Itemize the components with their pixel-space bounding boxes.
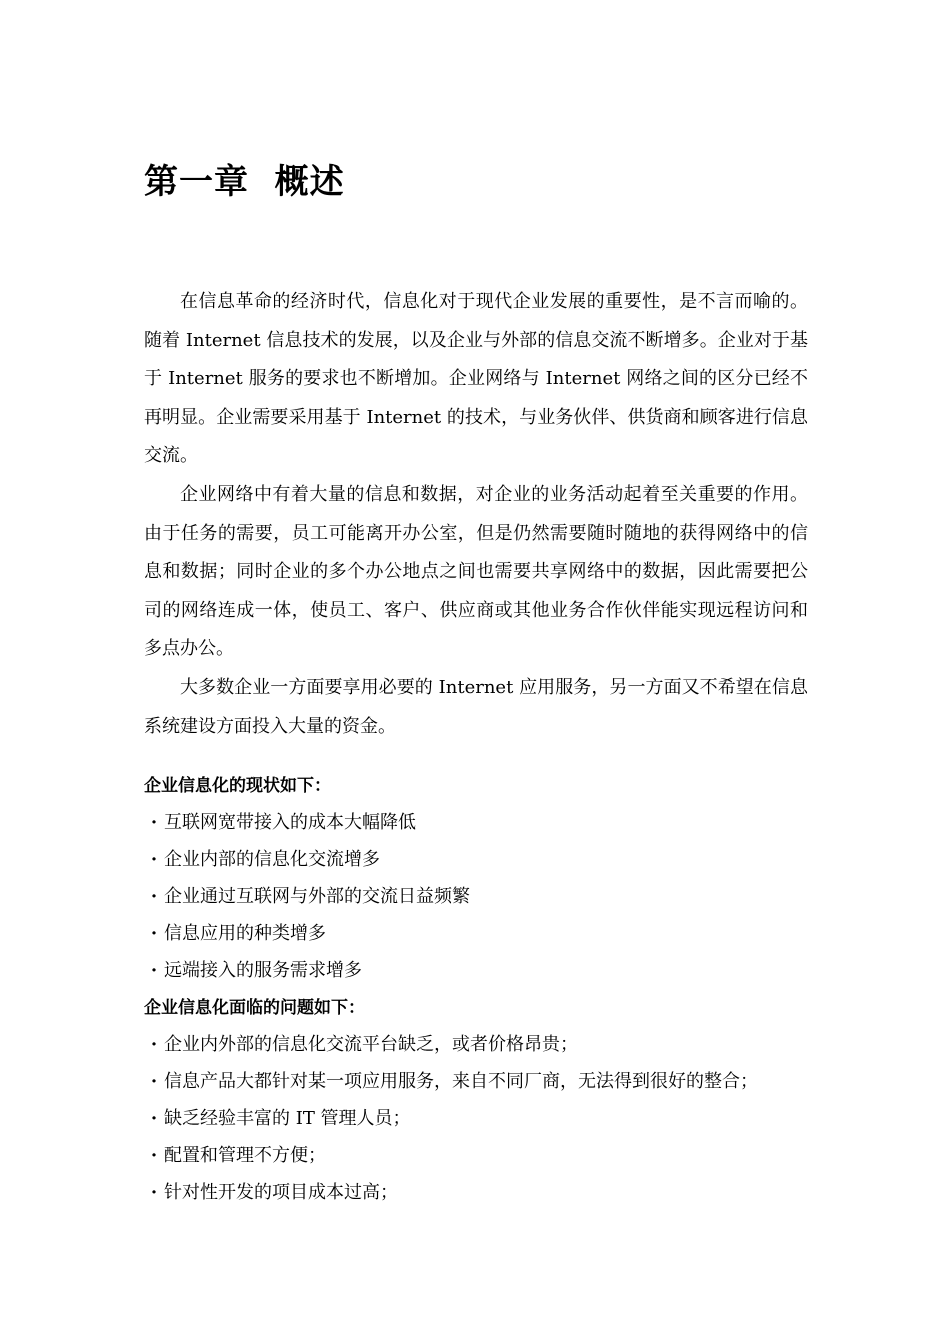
list-item — [144, 1137, 824, 1174]
problems-list — [144, 1026, 824, 1211]
bullet-icon: · — [150, 1034, 158, 1055]
list-item-text: 信息应用的种类增多 — [164, 923, 326, 944]
bullet-icon: · — [150, 923, 158, 944]
status-heading: 企业信息化的现状如下： — [144, 776, 331, 796]
intro-paragraph-3: 大多数企业一方面要享用必要的 Internet 应用服务，另一方面又不希望在信息系统建设方面投入大量的资金。 — [144, 676, 808, 737]
list-item — [144, 1026, 824, 1063]
intro-paragraph-2: 企业网络中有着大量的信息和数据，对企业的业务活动起着至关重要的作用。由于任务的需要，员工可能离开办公室，但是仍然需要随时随地的获得网络中的信息和数据；同时企业的多个办公地点之间也需要共享网络中的数据，因此需要把公司的网络连成一体，使员工、客户、供应商或其他业务合作伙伴能实现远程访问和多点办公。 — [144, 483, 808, 660]
status-list — [144, 804, 824, 989]
list-item-text: 缺乏经验丰富的 IT 管理人员； — [164, 1108, 411, 1129]
list-item-text: 信息产品大都针对某一项应用服务，来自不同厂商，无法得到很好的整合； — [164, 1071, 758, 1092]
list-item — [144, 878, 824, 915]
list-item — [144, 915, 824, 952]
list-item-text: 企业内部的信息化交流增多 — [164, 849, 380, 870]
bullet-icon: · — [150, 1108, 158, 1129]
bullet-icon: · — [150, 960, 158, 981]
status-section — [144, 768, 824, 989]
intro-body — [144, 283, 808, 746]
bullet-icon: · — [150, 1145, 158, 1166]
chapter-title: 第一章 概述 — [144, 162, 345, 202]
intro-paragraph-1: 在信息革命的经济时代，信息化对于现代企业发展的重要性，是不言而喻的。随着 Internet 信息技术的发展，以及企业与外部的信息交流不断增多。企业对于基于 Internet 服务的要求也不断增加。企业网络与 Internet 网络之间的区分已经不再明显。企业需要采用基于 Internet 的技术，与业务伙伴、供货商和顾客进行信息交流。 — [144, 291, 808, 467]
list-item — [144, 1174, 824, 1211]
list-item — [144, 952, 824, 989]
list-item-text: 针对性开发的项目成本过高； — [164, 1182, 398, 1203]
bullet-icon: · — [150, 812, 158, 833]
list-item-text: 企业内外部的信息化交流平台缺乏，或者价格昂贵； — [164, 1034, 578, 1055]
problems-section — [144, 990, 824, 1211]
bullet-icon: · — [150, 1182, 158, 1203]
bullet-icon: · — [150, 1071, 158, 1092]
list-item-text: 企业通过互联网与外部的交流日益频繁 — [164, 886, 470, 907]
list-item — [144, 804, 824, 841]
bullet-icon: · — [150, 886, 158, 907]
list-item-text: 互联网宽带接入的成本大幅降低 — [164, 812, 416, 833]
problems-heading: 企业信息化面临的问题如下： — [144, 998, 365, 1018]
list-item — [144, 841, 824, 878]
list-item-text: 配置和管理不方便； — [164, 1145, 326, 1166]
list-item — [144, 1063, 824, 1100]
list-item-text: 远端接入的服务需求增多 — [164, 960, 362, 981]
list-item — [144, 1100, 824, 1137]
bullet-icon: · — [150, 849, 158, 870]
